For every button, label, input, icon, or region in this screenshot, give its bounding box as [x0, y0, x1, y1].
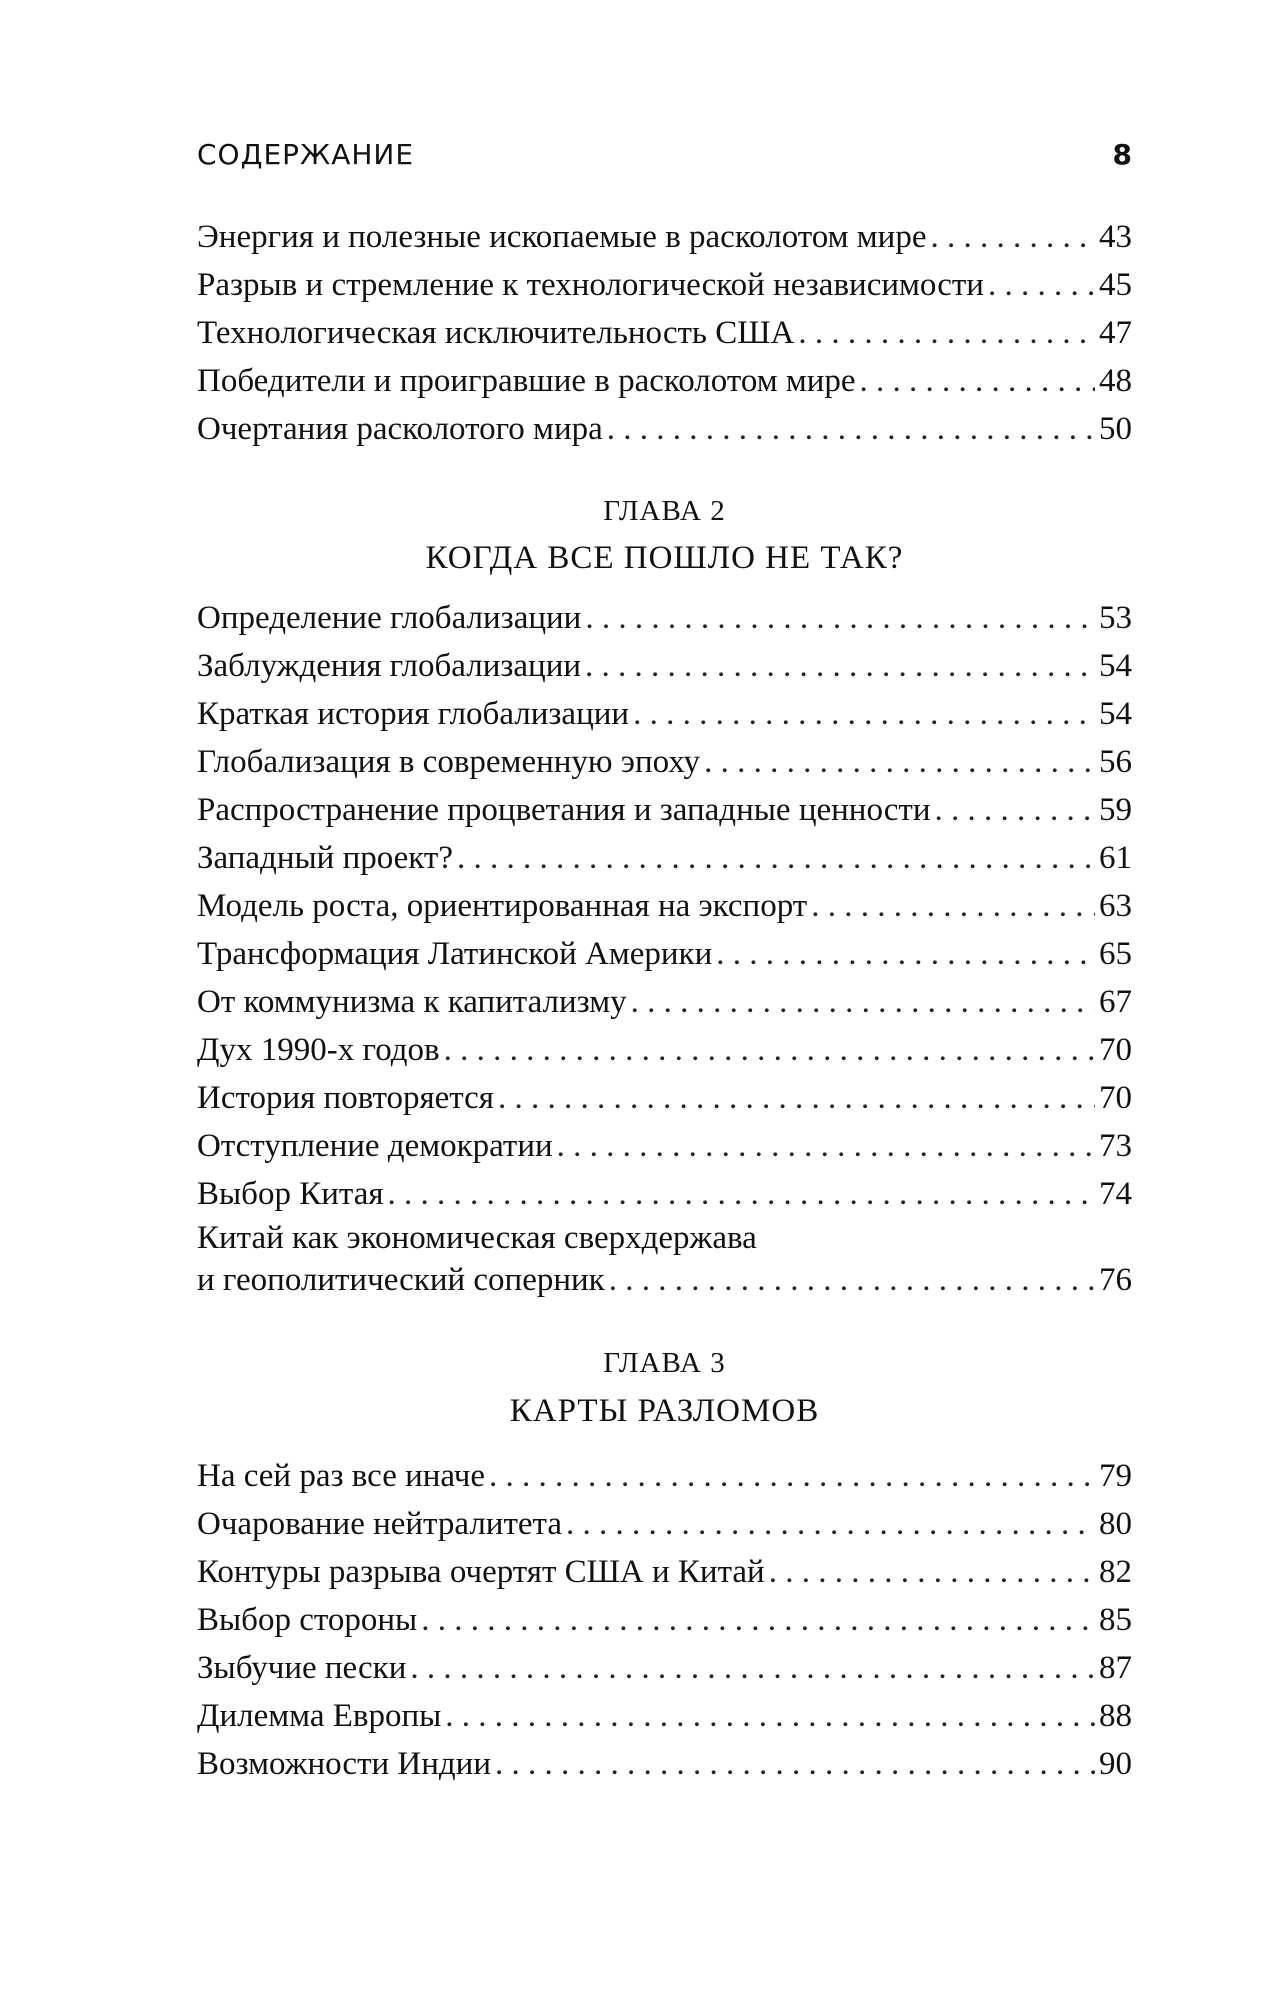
toc-entry-title-line-1: Китай как экономическая сверхдержава	[197, 1220, 757, 1256]
toc-dot-leader	[930, 213, 1095, 261]
toc-entry-page: 67	[1099, 984, 1132, 1020]
toc-entry[interactable]	[197, 261, 1132, 309]
toc-entry-title: Краткая история глобализации	[197, 696, 630, 732]
chapter-3-title: КАРТЫ РАЗЛОМОВ	[509, 1393, 820, 1429]
toc-entry[interactable]	[197, 357, 1132, 405]
toc-entry[interactable]	[197, 405, 1132, 453]
toc-entry-page: 85	[1099, 1602, 1132, 1638]
toc-entry[interactable]	[197, 978, 1132, 1026]
toc-dot-leader	[557, 1122, 1095, 1170]
toc-entry-title: Выбор Китая	[197, 1176, 384, 1212]
toc-dot-leader	[633, 690, 1095, 738]
toc-dot-leader	[988, 261, 1095, 309]
toc-entry[interactable]	[197, 690, 1132, 738]
toc-section-continued	[197, 213, 1132, 453]
toc-entry[interactable]	[197, 309, 1132, 357]
toc-dot-leader	[607, 405, 1095, 453]
toc-entry-page: 61	[1099, 840, 1132, 876]
toc-entry-title: Западный проект?	[197, 840, 453, 876]
toc-dot-leader	[445, 1692, 1095, 1740]
chapter-3-label: ГЛАВА 3	[603, 1347, 726, 1379]
toc-entry[interactable]	[197, 1452, 1132, 1500]
toc-entry[interactable]	[197, 1740, 1132, 1788]
toc-entry-page: 43	[1099, 219, 1132, 255]
toc-entry-page: 50	[1099, 411, 1132, 447]
toc-entry[interactable]	[197, 1548, 1132, 1596]
toc-dot-leader	[935, 786, 1095, 834]
toc-entry-page: 70	[1099, 1080, 1132, 1116]
toc-dot-leader	[585, 642, 1095, 690]
toc-dot-leader	[860, 357, 1095, 405]
toc-entry-page: 70	[1099, 1032, 1132, 1068]
toc-entry-title: Контуры разрыва очертят США и Китай	[197, 1554, 765, 1590]
toc-entry[interactable]	[197, 834, 1132, 882]
page-number: 8	[1112, 138, 1132, 171]
toc-entry-page: 65	[1099, 936, 1132, 972]
toc-entry-title: Очарование нейтралитета	[197, 1506, 562, 1542]
toc-entry-multiline-second[interactable]	[197, 1258, 1132, 1302]
toc-entry-title: Технологическая исключительность США	[197, 315, 795, 351]
toc-dot-leader	[609, 1258, 1095, 1302]
toc-entry-title: От коммунизма к капитализму	[197, 984, 627, 1020]
toc-dot-leader	[498, 1074, 1095, 1122]
toc-entry-page: 82	[1099, 1554, 1132, 1590]
toc-entry-title-line-2: и геополитический соперник	[197, 1262, 605, 1298]
toc-entry-page: 47	[1099, 315, 1132, 351]
toc-dot-leader	[798, 309, 1095, 357]
toc-section-chapter-2	[197, 594, 1132, 1302]
toc-entry-page: 63	[1099, 888, 1132, 924]
toc-entry-page: 80	[1099, 1506, 1132, 1542]
toc-entry-title: Выбор стороны	[197, 1602, 418, 1638]
toc-entry-page: 87	[1099, 1650, 1132, 1686]
toc-entry[interactable]	[197, 594, 1132, 642]
toc-entry[interactable]	[197, 738, 1132, 786]
toc-entry-page: 53	[1099, 600, 1132, 636]
toc-dot-leader	[495, 1740, 1095, 1788]
toc-entry-title: Заблуждения глобализации	[197, 648, 582, 684]
toc-entry[interactable]	[197, 1074, 1132, 1122]
toc-entry-title: Дух 1990-х годов	[197, 1032, 440, 1068]
toc-dot-leader	[631, 978, 1095, 1026]
toc-entry-title: Трансформация Латинской Америки	[197, 936, 713, 972]
toc-entry-title: Победители и проигравшие в расколотом мире	[197, 363, 856, 399]
toc-entry-title: Энергия и полезные ископаемые в расколотом мире	[197, 219, 927, 255]
toc-entry-title: Разрыв и стремление к технологической независимости	[197, 267, 984, 303]
toc-entry-page: 45	[1099, 267, 1132, 303]
toc-entry[interactable]	[197, 1596, 1132, 1644]
toc-dot-leader	[704, 738, 1095, 786]
toc-entry[interactable]	[197, 1692, 1132, 1740]
toc-entry-page: 54	[1099, 648, 1132, 684]
toc-dot-leader	[388, 1170, 1095, 1218]
toc-entry[interactable]	[197, 930, 1132, 978]
toc-entry[interactable]	[197, 642, 1132, 690]
toc-entry[interactable]	[197, 1500, 1132, 1548]
toc-dot-leader	[444, 1026, 1095, 1074]
toc-entry-title: Очертания расколотого мира	[197, 411, 603, 447]
toc-entry[interactable]	[197, 1644, 1132, 1692]
chapter-2-label: ГЛАВА 2	[603, 495, 726, 527]
book-page	[197, 0, 1132, 2000]
toc-dot-leader	[457, 834, 1095, 882]
toc-dot-leader	[585, 594, 1095, 642]
toc-entry-title: Определение глобализации	[197, 600, 582, 636]
toc-dot-leader	[421, 1596, 1095, 1644]
toc-entry-title: Зыбучие пески	[197, 1650, 407, 1686]
toc-entry-title: Глобализация в современную эпоху	[197, 744, 701, 780]
toc-entry-page: 74	[1099, 1176, 1132, 1212]
running-title: СОДЕРЖАНИЕ	[197, 138, 415, 171]
toc-section-chapter-3	[197, 1452, 1132, 1788]
toc-entry-page: 48	[1099, 363, 1132, 399]
toc-entry[interactable]	[197, 786, 1132, 834]
chapter-2-title: КОГДА ВСЕ ПОШЛО НЕ ТАК?	[425, 540, 904, 576]
toc-entry-title: Возможности Индии	[197, 1746, 492, 1782]
toc-entry-page: 59	[1099, 792, 1132, 828]
toc-entry-page: 88	[1099, 1698, 1132, 1734]
toc-dot-leader	[811, 882, 1095, 930]
toc-dot-leader	[716, 930, 1095, 978]
toc-entry-page: 54	[1099, 696, 1132, 732]
toc-entry[interactable]	[197, 1122, 1132, 1170]
toc-entry[interactable]	[197, 1026, 1132, 1074]
toc-entry-page: 79	[1099, 1458, 1132, 1494]
toc-entry-multiline-first[interactable]	[197, 1218, 1132, 1258]
toc-entry-page: 56	[1099, 744, 1132, 780]
toc-dot-leader	[489, 1452, 1095, 1500]
toc-entry-title: На сей раз все иначе	[197, 1458, 485, 1494]
toc-entry-title: История повторяется	[197, 1080, 494, 1116]
toc-entry-page: 76	[1099, 1262, 1132, 1298]
toc-entry-title: Отступление демократии	[197, 1128, 553, 1164]
running-header	[197, 138, 1132, 178]
toc-dot-leader	[566, 1500, 1095, 1548]
toc-dot-leader	[410, 1644, 1095, 1692]
toc-dot-leader	[769, 1548, 1095, 1596]
toc-entry-page: 73	[1099, 1128, 1132, 1164]
toc-entry-title: Дилемма Европы	[197, 1698, 442, 1734]
toc-entry-title: Модель роста, ориентированная на экспорт	[197, 888, 808, 924]
toc-entry-title: Распространение процветания и западные ценности	[197, 792, 931, 828]
toc-entry-page: 90	[1099, 1746, 1132, 1782]
toc-entry[interactable]	[197, 1170, 1132, 1218]
toc-entry[interactable]	[197, 213, 1132, 261]
toc-entry[interactable]	[197, 882, 1132, 930]
